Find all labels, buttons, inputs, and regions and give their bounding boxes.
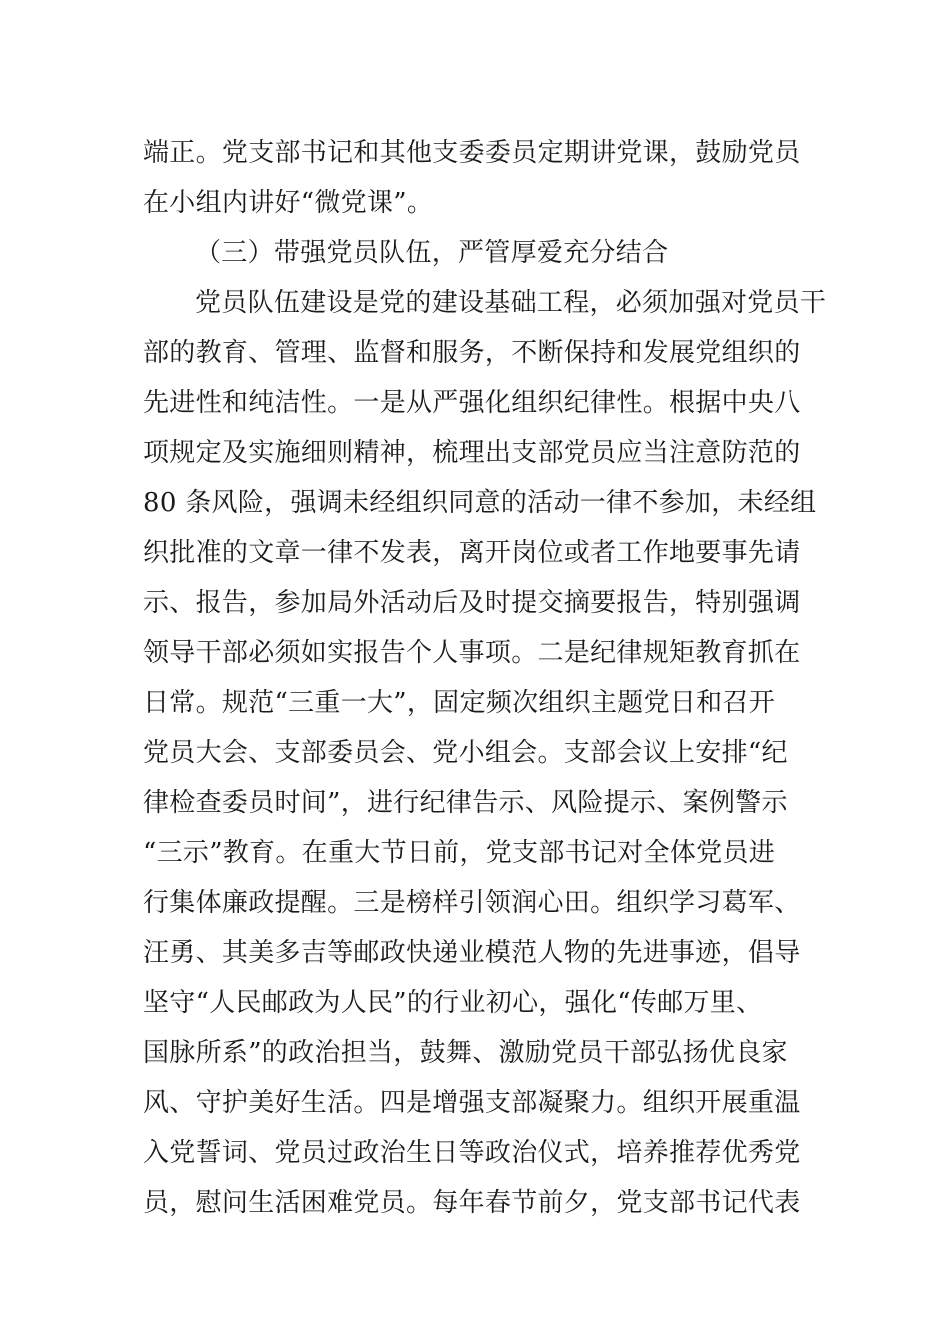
text-line: 80 条风险，强调未经组织同意的活动一律不参加，未经组 [143, 488, 817, 518]
text-line: 汪勇、其美多吉等邮政快递业模范人物的先进事迹，倡导 [143, 938, 801, 968]
section-heading: （三）带强党员队伍，严管厚爱充分结合 [195, 238, 669, 268]
text-line: “三示”教育。在重大节日前，党支部书记对全体党员进 [143, 838, 776, 868]
text-line: 行集体廉政提醒。三是榜样引领润心田。组织学习葛军、 [143, 888, 801, 918]
text-line: 领导干部必须如实报告个人事项。二是纪律规矩教育抓在 [143, 638, 801, 668]
text-line: 在小组内讲好“微党课”。 [143, 188, 434, 218]
document-body [143, 128, 827, 1228]
text-line: 坚守“人民邮政为人民”的行业初心，强化“传邮万里、 [143, 988, 763, 1018]
text-line: 织批准的文章一律不发表，离开岗位或者工作地要事先请 [143, 538, 801, 568]
text-line: 先进性和纯洁性。一是从严强化组织纪律性。根据中央八 [143, 388, 801, 418]
text-line: 国脉所系”的政治担当，鼓舞、激励党员干部弘扬优良家 [143, 1038, 788, 1068]
text-line: 律检查委员时间”，进行纪律告示、风险提示、案例警示 [143, 788, 788, 818]
text-line: 党员大会、支部委员会、党小组会。支部会议上安排“纪 [143, 738, 788, 768]
text-line: 风、守护美好生活。四是增强支部凝聚力。组织开展重温 [143, 1088, 801, 1118]
text-line: 日常。规范“三重一大”，固定频次组织主题党日和召开 [143, 688, 776, 718]
text-line: 部的教育、管理、监督和服务，不断保持和发展党组织的 [143, 338, 801, 368]
text-line: 入党誓词、党员过政治生日等政治仪式，培养推荐优秀党 [143, 1138, 801, 1168]
text-line: 党员队伍建设是党的建设基础工程，必须加强对党员干 [195, 288, 827, 318]
text-line: 员，慰问生活困难党员。每年春节前夕，党支部书记代表 [143, 1188, 801, 1218]
text-line: 端正。党支部书记和其他支委委员定期讲党课，鼓励党员 [143, 138, 801, 168]
text-line: 项规定及实施细则精神，梳理出支部党员应当注意防范的 [143, 438, 801, 468]
text-line: 示、报告，参加局外活动后及时提交摘要报告，特别强调 [143, 588, 801, 618]
